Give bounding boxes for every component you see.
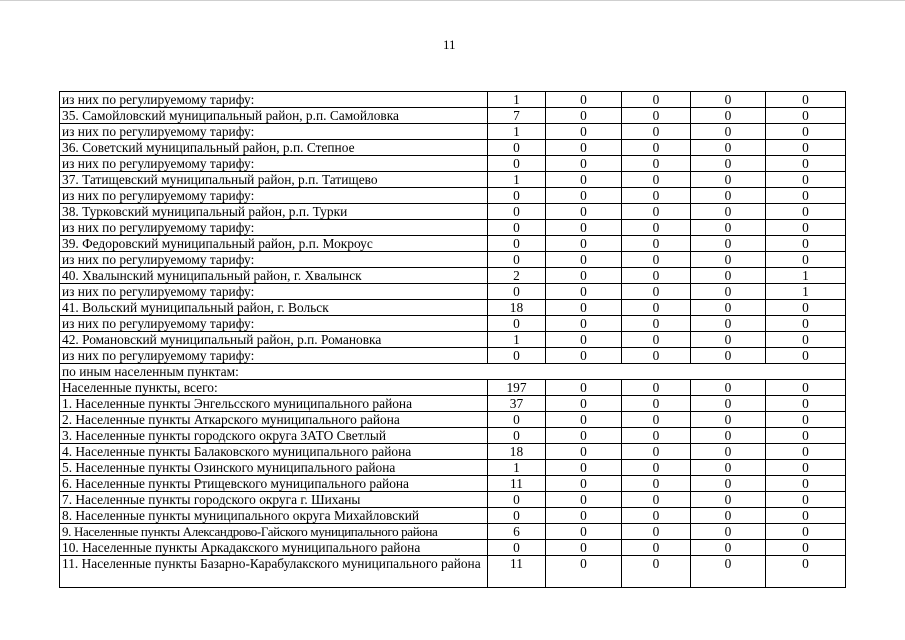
value-cell-col-3: 0 xyxy=(622,492,691,508)
value-cell-col-1: 18 xyxy=(488,444,546,460)
value-cell-col-3: 0 xyxy=(622,252,691,268)
value-cell-col-1: 0 xyxy=(488,140,546,156)
table-row xyxy=(60,156,846,172)
value-cell-col-4: 0 xyxy=(691,476,766,492)
value-cell-col-5: 0 xyxy=(766,556,846,588)
value-cell-col-5: 0 xyxy=(766,188,846,204)
value-cell-col-2: 0 xyxy=(546,460,622,476)
table-row xyxy=(60,316,846,332)
table-row xyxy=(60,476,846,492)
value-cell-col-1: 0 xyxy=(488,284,546,300)
table-row xyxy=(60,140,846,156)
table-row xyxy=(60,508,846,524)
data-table xyxy=(59,91,846,588)
value-cell-col-1: 1 xyxy=(488,124,546,140)
value-cell-col-1: 1 xyxy=(488,172,546,188)
table-row xyxy=(60,460,846,476)
row-label: из них по регулируемому тарифу: xyxy=(60,220,488,236)
value-cell-col-1: 0 xyxy=(488,220,546,236)
value-cell-col-5: 0 xyxy=(766,396,846,412)
table-row xyxy=(60,236,846,252)
row-label: Населенные пункты, всего: xyxy=(60,380,488,396)
row-label: из них по регулируемому тарифу: xyxy=(60,156,488,172)
row-label: 40. Хвалынский муниципальный район, г. Хвалынск xyxy=(60,268,488,284)
value-cell-col-1: 11 xyxy=(488,476,546,492)
value-cell-col-2: 0 xyxy=(546,188,622,204)
value-cell-col-1: 197 xyxy=(488,380,546,396)
row-label: 36. Советский муниципальный район, р.п. Степное xyxy=(60,140,488,156)
value-cell-col-1: 7 xyxy=(488,108,546,124)
value-cell-col-2: 0 xyxy=(546,508,622,524)
value-cell-col-3: 0 xyxy=(622,172,691,188)
table-row xyxy=(60,92,846,108)
value-cell-col-5: 0 xyxy=(766,124,846,140)
row-label: 41. Вольский муниципальный район, г. Вольск xyxy=(60,300,488,316)
value-cell-col-5: 0 xyxy=(766,108,846,124)
value-cell-col-2: 0 xyxy=(546,380,622,396)
value-cell-col-2: 0 xyxy=(546,156,622,172)
row-label: 11. Населенные пункты Базарно-Карабулакского муниципального района xyxy=(60,556,488,588)
value-cell-col-5: 0 xyxy=(766,348,846,364)
value-cell-col-2: 0 xyxy=(546,348,622,364)
value-cell-col-2: 0 xyxy=(546,236,622,252)
row-label: из них по регулируемому тарифу: xyxy=(60,188,488,204)
value-cell-col-4: 0 xyxy=(691,284,766,300)
row-label: 6. Населенные пункты Ртищевского муниципального района xyxy=(60,476,488,492)
value-cell-col-3: 0 xyxy=(622,332,691,348)
row-label: 38. Турковский муниципальный район, р.п. Турки xyxy=(60,204,488,220)
table-row xyxy=(60,172,846,188)
value-cell-col-4: 0 xyxy=(691,460,766,476)
value-cell-col-4: 0 xyxy=(691,412,766,428)
value-cell-col-1: 0 xyxy=(488,188,546,204)
value-cell-col-5: 0 xyxy=(766,460,846,476)
value-cell-col-3: 0 xyxy=(622,428,691,444)
value-cell-col-3: 0 xyxy=(622,444,691,460)
value-cell-col-2: 0 xyxy=(546,284,622,300)
value-cell-col-3: 0 xyxy=(622,220,691,236)
value-cell-col-2: 0 xyxy=(546,172,622,188)
value-cell-col-1: 0 xyxy=(488,252,546,268)
value-cell-col-5: 0 xyxy=(766,300,846,316)
value-cell-col-1: 6 xyxy=(488,524,546,540)
value-cell-col-2: 0 xyxy=(546,524,622,540)
value-cell-col-4: 0 xyxy=(691,156,766,172)
row-label: 1. Населенные пункты Энгельсского муниципального района xyxy=(60,396,488,412)
value-cell-col-4: 0 xyxy=(691,188,766,204)
value-cell-col-4: 0 xyxy=(691,556,766,588)
value-cell-col-4: 0 xyxy=(691,172,766,188)
value-cell-col-1: 0 xyxy=(488,156,546,172)
value-cell-col-5: 0 xyxy=(766,508,846,524)
value-cell-col-1: 0 xyxy=(488,428,546,444)
value-cell-col-5: 0 xyxy=(766,492,846,508)
value-cell-col-5: 0 xyxy=(766,332,846,348)
value-cell-col-3: 0 xyxy=(622,236,691,252)
value-cell-col-5: 0 xyxy=(766,380,846,396)
table-row xyxy=(60,300,846,316)
row-label: 42. Романовский муниципальный район, р.п. Романовка xyxy=(60,332,488,348)
row-label: из них по регулируемому тарифу: xyxy=(60,316,488,332)
value-cell-col-2: 0 xyxy=(546,540,622,556)
value-cell-col-3: 0 xyxy=(622,140,691,156)
value-cell-col-3: 0 xyxy=(622,284,691,300)
value-cell-col-4: 0 xyxy=(691,380,766,396)
value-cell-col-4: 0 xyxy=(691,444,766,460)
row-label: 39. Федоровский муниципальный район, р.п. Мокроус xyxy=(60,236,488,252)
value-cell-col-4: 0 xyxy=(691,540,766,556)
value-cell-col-1: 1 xyxy=(488,332,546,348)
table-row xyxy=(60,108,846,124)
value-cell-col-2: 0 xyxy=(546,412,622,428)
value-cell-col-5: 0 xyxy=(766,412,846,428)
value-cell-col-5: 0 xyxy=(766,220,846,236)
value-cell-col-3: 0 xyxy=(622,380,691,396)
row-label: 35. Самойловский муниципальный район, р.п. Самойловка xyxy=(60,108,488,124)
value-cell-col-2: 0 xyxy=(546,316,622,332)
value-cell-col-3: 0 xyxy=(622,348,691,364)
value-cell-col-3: 0 xyxy=(622,92,691,108)
value-cell-col-2: 0 xyxy=(546,332,622,348)
value-cell-col-2: 0 xyxy=(546,92,622,108)
value-cell-col-2: 0 xyxy=(546,124,622,140)
value-cell-col-4: 0 xyxy=(691,332,766,348)
value-cell-col-3: 0 xyxy=(622,508,691,524)
value-cell-col-2: 0 xyxy=(546,476,622,492)
value-cell-col-4: 0 xyxy=(691,300,766,316)
value-cell-col-4: 0 xyxy=(691,316,766,332)
value-cell-col-1: 11 xyxy=(488,556,546,588)
value-cell-col-5: 0 xyxy=(766,252,846,268)
table-row xyxy=(60,492,846,508)
value-cell-col-5: 0 xyxy=(766,92,846,108)
table-row xyxy=(60,428,846,444)
value-cell-col-1: 0 xyxy=(488,236,546,252)
row-label: 37. Татищевский муниципальный район, р.п. Татищево xyxy=(60,172,488,188)
value-cell-col-1: 0 xyxy=(488,508,546,524)
value-cell-col-3: 0 xyxy=(622,316,691,332)
row-label: из них по регулируемому тарифу: xyxy=(60,348,488,364)
section-header: по иным населенным пунктам: xyxy=(60,364,846,380)
value-cell-col-3: 0 xyxy=(622,124,691,140)
value-cell-col-5: 0 xyxy=(766,172,846,188)
value-cell-col-4: 0 xyxy=(691,268,766,284)
value-cell-col-4: 0 xyxy=(691,92,766,108)
value-cell-col-2: 0 xyxy=(546,300,622,316)
row-label: 5. Населенные пункты Озинского муниципального района xyxy=(60,460,488,476)
table-row xyxy=(60,252,846,268)
row-label: 10. Населенные пункты Аркадакского муниципального района xyxy=(60,540,488,556)
value-cell-col-2: 0 xyxy=(546,252,622,268)
row-label: из них по регулируемому тарифу: xyxy=(60,284,488,300)
value-cell-col-4: 0 xyxy=(691,204,766,220)
value-cell-col-3: 0 xyxy=(622,460,691,476)
value-cell-col-4: 0 xyxy=(691,428,766,444)
table-row xyxy=(60,524,846,540)
value-cell-col-3: 0 xyxy=(622,396,691,412)
value-cell-col-2: 0 xyxy=(546,428,622,444)
row-label: 7. Населенные пункты городского округа г. Шиханы xyxy=(60,492,488,508)
value-cell-col-4: 0 xyxy=(691,252,766,268)
table-row xyxy=(60,396,846,412)
value-cell-col-3: 0 xyxy=(622,476,691,492)
value-cell-col-3: 0 xyxy=(622,556,691,588)
table-row xyxy=(60,444,846,460)
value-cell-col-5: 0 xyxy=(766,140,846,156)
value-cell-col-2: 0 xyxy=(546,492,622,508)
value-cell-col-4: 0 xyxy=(691,492,766,508)
value-cell-col-3: 0 xyxy=(622,204,691,220)
value-cell-col-5: 0 xyxy=(766,316,846,332)
table-row xyxy=(60,540,846,556)
value-cell-col-3: 0 xyxy=(622,300,691,316)
value-cell-col-1: 0 xyxy=(488,204,546,220)
value-cell-col-4: 0 xyxy=(691,396,766,412)
value-cell-col-3: 0 xyxy=(622,412,691,428)
value-cell-col-2: 0 xyxy=(546,140,622,156)
value-cell-col-4: 0 xyxy=(691,140,766,156)
value-cell-col-5: 1 xyxy=(766,268,846,284)
value-cell-col-1: 2 xyxy=(488,268,546,284)
value-cell-col-3: 0 xyxy=(622,268,691,284)
table-body xyxy=(60,92,846,588)
value-cell-col-5: 0 xyxy=(766,444,846,460)
page-number: 11 xyxy=(443,37,456,52)
table-row xyxy=(60,556,846,588)
value-cell-col-5: 0 xyxy=(766,428,846,444)
table-row xyxy=(60,188,846,204)
row-label: 2. Населенные пункты Аткарского муниципального района xyxy=(60,412,488,428)
value-cell-col-1: 0 xyxy=(488,316,546,332)
table-row xyxy=(60,332,846,348)
value-cell-col-5: 0 xyxy=(766,236,846,252)
value-cell-col-1: 37 xyxy=(488,396,546,412)
row-label: 9. Населенные пункты Александрово-Гайского муниципального района xyxy=(60,524,488,540)
value-cell-col-5: 0 xyxy=(766,540,846,556)
row-label: из них по регулируемому тарифу: xyxy=(60,124,488,140)
value-cell-col-4: 0 xyxy=(691,124,766,140)
value-cell-col-4: 0 xyxy=(691,524,766,540)
table-row xyxy=(60,268,846,284)
value-cell-col-2: 0 xyxy=(546,556,622,588)
value-cell-col-2: 0 xyxy=(546,396,622,412)
value-cell-col-2: 0 xyxy=(546,108,622,124)
row-label: 3. Населенные пункты городского округа ЗАТО Светлый xyxy=(60,428,488,444)
value-cell-col-2: 0 xyxy=(546,220,622,236)
value-cell-col-4: 0 xyxy=(691,236,766,252)
table-row xyxy=(60,220,846,236)
row-label: 8. Населенные пункты муниципального округа Михайловский xyxy=(60,508,488,524)
table-row xyxy=(60,412,846,428)
table-row xyxy=(60,380,846,396)
value-cell-col-1: 1 xyxy=(488,460,546,476)
value-cell-col-2: 0 xyxy=(546,204,622,220)
table-row xyxy=(60,124,846,140)
value-cell-col-2: 0 xyxy=(546,268,622,284)
value-cell-col-1: 0 xyxy=(488,412,546,428)
table-row xyxy=(60,204,846,220)
value-cell-col-4: 0 xyxy=(691,348,766,364)
value-cell-col-3: 0 xyxy=(622,156,691,172)
row-label: из них по регулируемому тарифу: xyxy=(60,252,488,268)
value-cell-col-1: 1 xyxy=(488,92,546,108)
value-cell-col-5: 0 xyxy=(766,476,846,492)
value-cell-col-3: 0 xyxy=(622,524,691,540)
page-top-border xyxy=(0,0,905,1)
table-row xyxy=(60,348,846,364)
value-cell-col-4: 0 xyxy=(691,108,766,124)
value-cell-col-2: 0 xyxy=(546,444,622,460)
value-cell-col-5: 0 xyxy=(766,524,846,540)
value-cell-col-5: 0 xyxy=(766,156,846,172)
value-cell-col-3: 0 xyxy=(622,188,691,204)
value-cell-col-3: 0 xyxy=(622,108,691,124)
value-cell-col-3: 0 xyxy=(622,540,691,556)
value-cell-col-1: 0 xyxy=(488,492,546,508)
value-cell-col-4: 0 xyxy=(691,508,766,524)
table-row xyxy=(60,284,846,300)
row-label: 4. Населенные пункты Балаковского муниципального района xyxy=(60,444,488,460)
section-header-row xyxy=(60,364,846,380)
value-cell-col-1: 0 xyxy=(488,540,546,556)
value-cell-col-1: 18 xyxy=(488,300,546,316)
value-cell-col-1: 0 xyxy=(488,348,546,364)
row-label: из них по регулируемому тарифу: xyxy=(60,92,488,108)
value-cell-col-5: 0 xyxy=(766,204,846,220)
value-cell-col-4: 0 xyxy=(691,220,766,236)
value-cell-col-5: 1 xyxy=(766,284,846,300)
